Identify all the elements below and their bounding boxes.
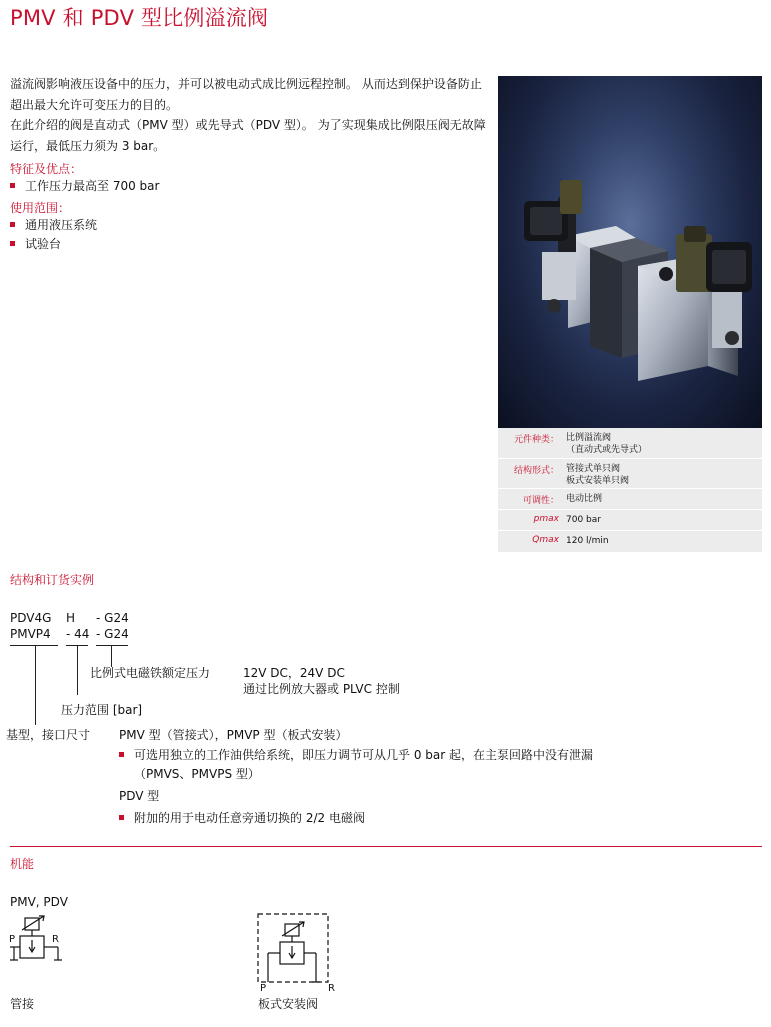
intro-paragraph-2: 在此介绍的阀是直动式（PMV 型）或先导式（PDV 型）。 为了实现集成比例限压阀无故障运行，最低压力须为 3 bar。 (10, 118, 486, 153)
spec-table (498, 428, 762, 552)
function-subheading: PMV, PDV (10, 895, 68, 909)
spec-value: 板式安装单只阀 (566, 476, 630, 486)
application-item: 通用液压系统 (10, 216, 97, 233)
spec-key: 结构形式： (513, 466, 559, 476)
connector-line (96, 645, 128, 646)
bullet-square (10, 183, 15, 188)
port-r: R (52, 934, 59, 945)
intro-paragraph-1: 溢流阀影响液压设备中的压力，并可以被电动式成比例远程控制。 从而达到保护设备防止超出最大允许可变压力的目的。 (10, 77, 482, 112)
port-p: P (9, 934, 16, 945)
applications-heading: 使用范围： (10, 201, 71, 215)
spec-value: 120 l/min (566, 536, 609, 546)
pmv-pipe-symbol (8, 912, 72, 972)
port-p: P (260, 983, 267, 994)
feature-item: 工作压力最高至 700 bar (10, 177, 159, 194)
features-heading: 特征及优点： (10, 162, 83, 176)
voltage-label: 比例式电磁铁额定压力 (90, 666, 211, 680)
pmv-bullet-continued: （PMVS、PMVPS 型） (134, 767, 260, 781)
voltage-value: 12V DC，24V DC (243, 666, 345, 680)
application-item: 试验台 (10, 235, 61, 252)
function-heading: 机能 (10, 857, 35, 871)
spec-row (498, 489, 762, 510)
voltage-control: 通过比例放大器或 PLVC 控制 (243, 682, 400, 696)
order-code-pmv-voltage: - G24 (96, 627, 129, 641)
pressure-range-label: 压力范围 [bar] (61, 703, 143, 717)
bullet-square (119, 752, 124, 757)
pdv-bullet: 附加的用于电动任意旁通切换的 2/2 电磁阀 (119, 809, 365, 826)
order-heading: 结构和订货实例 (10, 573, 95, 587)
connector-line (10, 645, 58, 646)
spec-value: （直动式或先导式） (566, 445, 648, 455)
spec-row (498, 428, 762, 459)
spec-key: 元件种类： (513, 435, 559, 445)
spec-value: 比例溢流阀 (566, 433, 612, 443)
spec-key: 可调性： (522, 496, 559, 506)
bullet-square (10, 241, 15, 246)
caption-plate: 板式安装阀 (258, 997, 319, 1011)
order-code-pmv-pressure: - 44 (66, 627, 90, 641)
product-photo (498, 76, 762, 428)
pdv-type-title: PDV 型 (119, 789, 160, 803)
pmvp-plate-symbol (252, 910, 334, 992)
caption-pipe: 管接 (10, 997, 35, 1011)
order-code-pdv-option: H (66, 611, 76, 625)
spec-row (498, 459, 762, 489)
spec-value: 管接式单只阀 (566, 464, 621, 474)
spec-value: 电动比例 (566, 494, 603, 504)
spec-key: Qmax (532, 535, 559, 545)
spec-row (498, 510, 762, 531)
base-type-label: 基型，接口尺寸 (6, 728, 91, 742)
intro-block (10, 74, 488, 156)
bullet-square (119, 815, 124, 820)
connector-line (77, 645, 78, 695)
order-code-pdv-type: PDV4G (10, 611, 52, 625)
pmv-bullet: 可选用独立的工作油供给系统，即压力调节可从几乎 0 bar 起，在主泵回路中没有泄漏 (119, 746, 593, 763)
page-title: PMV 和 PDV 型比例溢流阀 (10, 6, 269, 30)
spec-row (498, 531, 762, 551)
spec-key: pmax (533, 514, 559, 524)
pmv-type-text: PMV 型（管接式），PMVP 型（板式安装） (119, 728, 348, 742)
bullet-square (10, 222, 15, 227)
section-divider (10, 846, 762, 847)
spec-value: 700 bar (566, 515, 601, 525)
connector-line (35, 645, 36, 725)
port-r: R (328, 983, 335, 994)
order-code-pdv-voltage: - G24 (96, 611, 129, 625)
order-code-pmv-type: PMVP4 (10, 627, 51, 641)
valve-illustration (498, 76, 762, 428)
